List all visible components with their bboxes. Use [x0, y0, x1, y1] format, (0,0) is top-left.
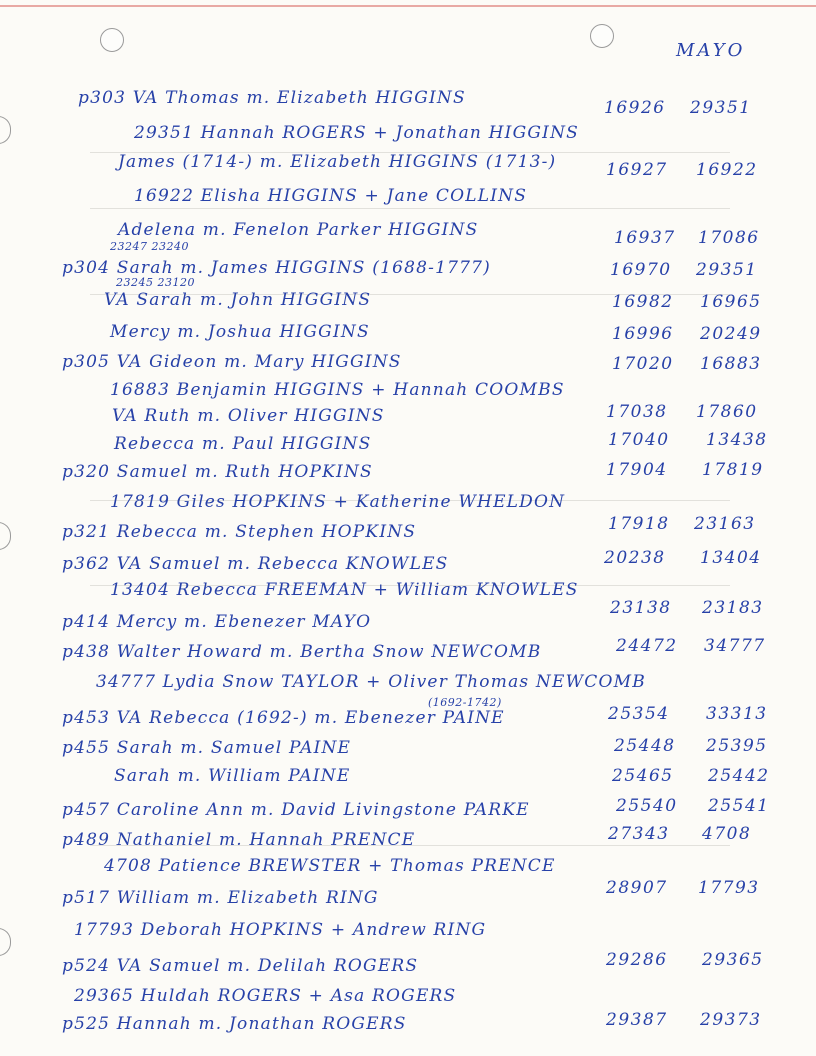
entry-number-1: 17038	[606, 402, 668, 422]
entry-number-1: 16926	[604, 98, 666, 118]
entry-text: p525 Hannah m. Jonathan ROGERS	[62, 1014, 407, 1034]
entry-number-2: 25541	[708, 796, 770, 816]
entry-text: Mercy m. Joshua HIGGINS	[110, 322, 370, 342]
entry-number-2: 33313	[706, 704, 768, 724]
entry-text: p457 Caroline Ann m. David Livingstone PARKE	[62, 800, 530, 820]
margin-note-ids: 23245 23120	[116, 276, 195, 289]
entry-number-1: 25448	[614, 736, 676, 756]
entry-number-2: 25442	[708, 766, 770, 786]
entry-text: p524 VA Samuel m. Delilah ROGERS	[62, 956, 419, 976]
entry-number-2: 25395	[706, 736, 768, 756]
entry-number-2: 17086	[698, 228, 760, 248]
entry-text: 29365 Huldah ROGERS + Asa ROGERS	[74, 986, 457, 1006]
entry-text: p517 William m. Elizabeth RING	[62, 888, 379, 908]
entry-text: p305 VA Gideon m. Mary HIGGINS	[62, 352, 402, 372]
entry-text: p320 Samuel m. Ruth HOPKINS	[62, 462, 373, 482]
entry-number-2: 29351	[696, 260, 758, 280]
entry-number-1: 27343	[608, 824, 670, 844]
entry-text: 29351 Hannah ROGERS + Jonathan HIGGINS	[134, 123, 579, 143]
entry-number-1: 16996	[612, 324, 674, 344]
entry-text: Rebecca m. Paul HIGGINS	[114, 434, 372, 454]
entry-number-2: 16883	[700, 354, 762, 374]
entry-text: p489 Nathaniel m. Hannah PRENCE	[62, 830, 416, 850]
entry-text: Sarah m. William PAINE	[114, 766, 351, 786]
entry-text: 34777 Lydia Snow TAYLOR + Oliver Thomas NEWCOMB	[96, 672, 646, 692]
entry-text: p304 Sarah m. James HIGGINS (1688-1777)	[62, 258, 491, 278]
entry-number-2: 23163	[694, 514, 756, 534]
entry-number-1: 29286	[606, 950, 668, 970]
entry-number-1: 20238	[604, 548, 666, 568]
entry-text: p414 Mercy m. Ebenezer MAYO	[62, 612, 372, 632]
entry-number-1: 25354	[608, 704, 670, 724]
entry-number-2: 17793	[698, 878, 760, 898]
header-surname: MAYO	[676, 40, 746, 61]
margin-note-ids: 23247 23240	[110, 240, 189, 253]
entry-text: 4708 Patience BREWSTER + Thomas PRENCE	[104, 856, 556, 876]
entry-text: p321 Rebecca m. Stephen HOPKINS	[62, 522, 417, 542]
entry-number-2: 13404	[700, 548, 762, 568]
entry-number-2: 17860	[696, 402, 758, 422]
entry-number-2: 20249	[700, 324, 762, 344]
margin-note-years: (1692-1742)	[428, 696, 502, 709]
entry-text: p303 VA Thomas m. Elizabeth HIGGINS	[78, 88, 466, 108]
entry-number-1: 16970	[610, 260, 672, 280]
entry-text: 13404 Rebecca FREEMAN + William KNOWLES	[110, 580, 579, 600]
entry-number-2: 13438	[706, 430, 768, 450]
entry-number-2: 17819	[702, 460, 764, 480]
entry-number-2: 23183	[702, 598, 764, 618]
entry-text: Adelena m. Fenelon Parker HIGGINS	[118, 220, 479, 240]
entry-number-1: 16982	[612, 292, 674, 312]
entry-text: 17793 Deborah HOPKINS + Andrew RING	[74, 920, 487, 940]
entry-text: 17819 Giles HOPKINS + Katherine WHELDON	[110, 492, 566, 512]
entry-number-1: 17040	[608, 430, 670, 450]
entry-text: p438 Walter Howard m. Bertha Snow NEWCOMB	[62, 642, 542, 662]
entry-number-1: 29387	[606, 1010, 668, 1030]
entry-number-1: 17904	[606, 460, 668, 480]
entry-text: p455 Sarah m. Samuel PAINE	[62, 738, 352, 758]
entry-text: 16883 Benjamin HIGGINS + Hannah COOMBS	[110, 380, 565, 400]
entry-number-1: 17918	[608, 514, 670, 534]
entry-number-2: 34777	[704, 636, 766, 656]
entry-text: VA Sarah m. John HIGGINS	[104, 290, 372, 310]
entry-number-2: 29373	[700, 1010, 762, 1030]
entry-number-1: 25540	[616, 796, 678, 816]
entry-number-1: 23138	[610, 598, 672, 618]
entry-number-1: 16937	[614, 228, 676, 248]
entry-number-2: 16922	[696, 160, 758, 180]
entry-number-2: 29365	[702, 950, 764, 970]
entry-number-1: 16927	[606, 160, 668, 180]
entry-number-1: 28907	[606, 878, 668, 898]
entry-number-2: 16965	[700, 292, 762, 312]
entry-text: p453 VA Rebecca (1692-) m. Ebenezer PAINE	[62, 708, 505, 728]
entry-number-2: 29351	[690, 98, 752, 118]
entry-number-1: 25465	[612, 766, 674, 786]
entry-text: VA Ruth m. Oliver HIGGINS	[112, 406, 385, 426]
entry-text: 16922 Elisha HIGGINS + Jane COLLINS	[134, 186, 528, 206]
entry-text: James (1714-) m. Elizabeth HIGGINS (1713-)	[118, 152, 557, 172]
entry-number-1: 24472	[616, 636, 678, 656]
entry-number-1: 17020	[612, 354, 674, 374]
entry-text: p362 VA Samuel m. Rebecca KNOWLES	[62, 554, 449, 574]
entry-number-2: 4708	[702, 824, 752, 844]
